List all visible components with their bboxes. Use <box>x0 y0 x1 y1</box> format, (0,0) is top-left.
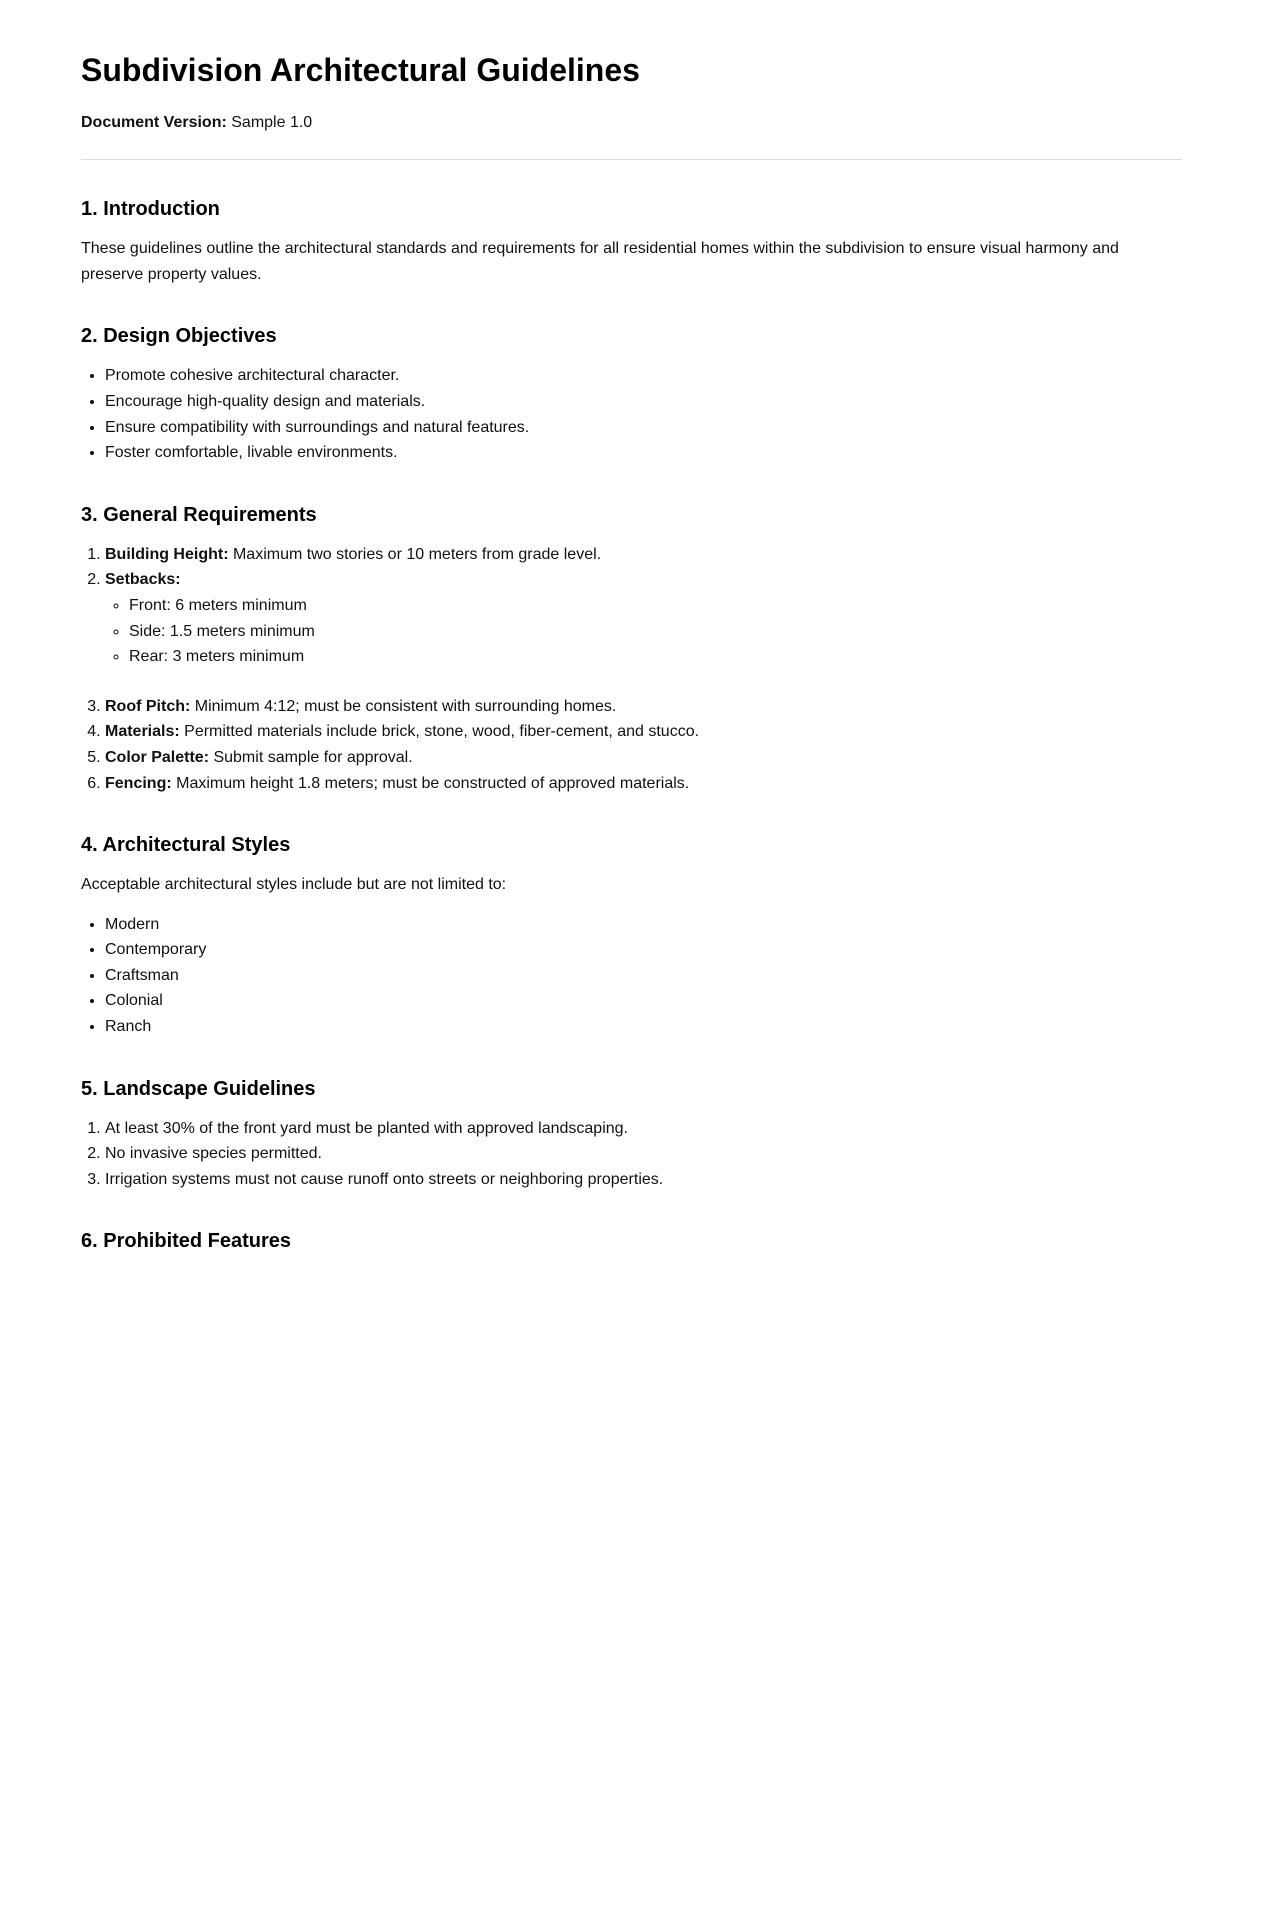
list-item <box>105 567 1182 669</box>
item-text: Maximum height 1.8 meters; must be constructed of approved materials. <box>171 774 690 792</box>
list-item <box>105 694 1182 720</box>
section-heading: 4. Architectural Styles <box>81 834 291 857</box>
list-item: 3. Irrigation systems must not cause runoff onto streets or neighboring properties. <box>105 1167 1182 1193</box>
styles-list <box>81 912 1182 1040</box>
section-paragraph: These guidelines outline the architectural standards and requirements for all residential homes within the subdivision to ensure visual harmony and preserve property values. <box>81 240 1119 283</box>
sub-list-item: ◦ Rear: 3 meters minimum <box>129 644 1182 670</box>
item-label: Materials: <box>105 723 180 741</box>
sub-list-item: ◦ Front: 6 meters minimum <box>129 593 1182 619</box>
section-general-requirements <box>81 502 1182 796</box>
divider <box>81 159 1182 160</box>
section-prohibited-features <box>81 1228 1182 1254</box>
list-item: 2. No invasive species permitted. <box>105 1141 1182 1167</box>
version-value: Sample 1.0 <box>226 113 313 131</box>
item-text: Submit sample for approval. <box>209 748 413 766</box>
list-item <box>105 719 1182 745</box>
list-item <box>105 542 1182 568</box>
section-heading: 1. Introduction <box>81 198 220 221</box>
version-label: Document Version: <box>81 113 227 131</box>
section-heading: 3. General Requirements <box>81 503 317 526</box>
landscape-list <box>81 1116 1182 1193</box>
section-heading: 2. Design Objectives <box>81 325 277 348</box>
list-item <box>105 745 1182 771</box>
list-item: • Modern <box>105 912 1182 938</box>
section-heading: 5. Landscape Guidelines <box>81 1077 316 1100</box>
item-label: Roof Pitch: <box>105 697 191 715</box>
list-item: • Encourage high-quality design and materials. <box>105 389 1182 415</box>
list-item: • Promote cohesive architectural character. <box>105 363 1182 389</box>
list-item: • Foster comfortable, livable environments. <box>105 440 1182 466</box>
page-title: Subdivision Architectural Guidelines <box>81 52 640 88</box>
section-introduction <box>81 196 1182 287</box>
list-item: • Contemporary <box>105 937 1182 963</box>
item-text: Maximum two stories or 10 meters from grade level. <box>228 545 602 563</box>
section-paragraph: Acceptable architectural styles include but are not limited to: <box>81 876 507 894</box>
section-landscape-guidelines <box>81 1076 1182 1193</box>
document-version <box>81 110 1182 136</box>
requirements-list <box>81 542 1182 796</box>
item-label: Setbacks: <box>105 571 181 589</box>
section-heading: 6. Prohibited Features <box>81 1230 292 1253</box>
list-item: • Craftsman <box>105 963 1182 989</box>
section-architectural-styles <box>81 832 1182 1040</box>
list-item: • Ranch <box>105 1014 1182 1040</box>
item-text: Minimum 4:12; must be consistent with surrounding homes. <box>190 697 617 715</box>
list-item: • Ensure compatibility with surroundings and natural features. <box>105 415 1182 441</box>
item-label: Color Palette: <box>105 748 210 766</box>
setbacks-list <box>105 593 1182 670</box>
item-text: Permitted materials include brick, stone, wood, fiber-cement, and stucco. <box>179 723 700 741</box>
item-label: Building Height: <box>105 545 229 563</box>
list-item: 1. At least 30% of the front yard must be planted with approved landscaping. <box>105 1116 1182 1142</box>
section-design-objectives <box>81 323 1182 465</box>
list-item: • Colonial <box>105 988 1182 1014</box>
sub-list-item: ◦ Side: 1.5 meters minimum <box>129 619 1182 645</box>
list-item <box>105 771 1182 797</box>
item-label: Fencing: <box>105 774 172 792</box>
objectives-list <box>81 363 1182 465</box>
